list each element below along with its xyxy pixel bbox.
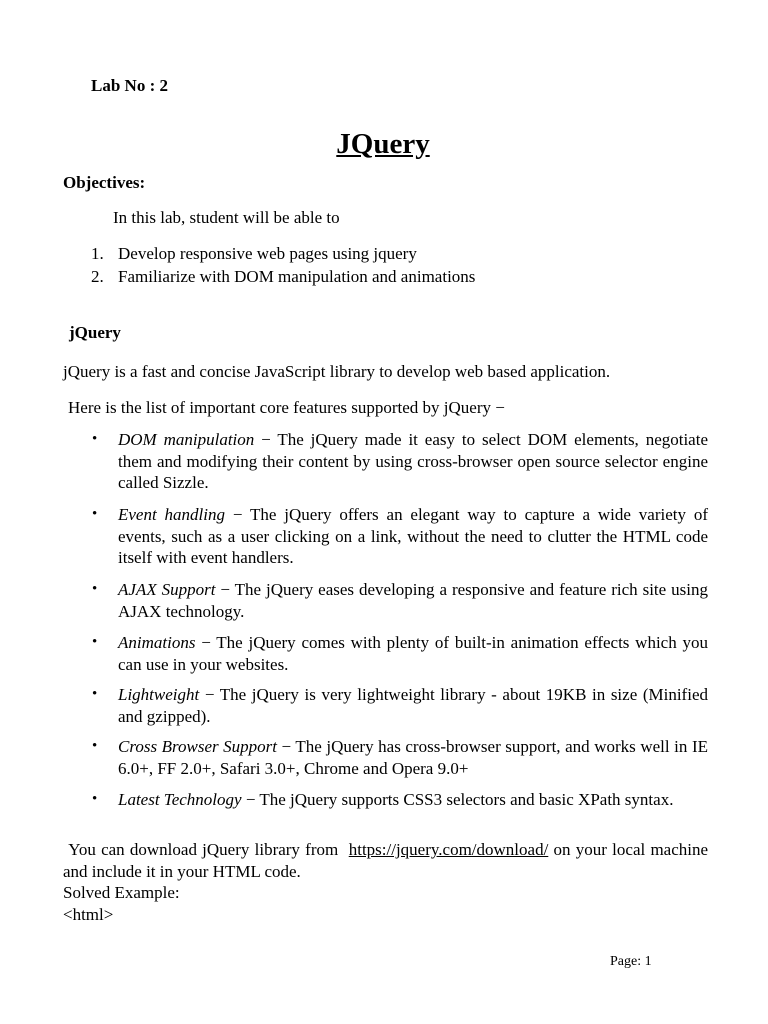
feature-text: − The jQuery is very lightweight library - about 19KB in size (Minified and gzipped). bbox=[118, 685, 708, 726]
feature-text: − The jQuery supports CSS3 selectors and basic XPath syntax. bbox=[241, 790, 674, 809]
feature-name: Latest Technology bbox=[118, 790, 242, 809]
objectives-heading: Objectives: bbox=[63, 173, 146, 192]
objective-number: 2. bbox=[91, 267, 104, 286]
feature-text: − The jQuery made it easy to select DOM elements, negotiate them and modifying their content by using cross-browser open source selector engine called Sizzle. bbox=[118, 430, 709, 492]
page-number: Page: 1 bbox=[610, 954, 652, 969]
objective-number: 1. bbox=[91, 244, 104, 263]
feature-item bbox=[118, 789, 708, 811]
bullet-icon: • bbox=[92, 506, 98, 522]
feature-item bbox=[118, 579, 708, 622]
feature-name: Cross Browser Support bbox=[118, 737, 277, 756]
document-title: JQuery bbox=[336, 128, 430, 160]
download-paragraph bbox=[63, 839, 708, 882]
bullet-icon: • bbox=[92, 791, 98, 807]
download-text-after: on your local machine and include it in your HTML code. bbox=[63, 840, 709, 881]
feature-item bbox=[118, 504, 708, 569]
code-html-tag: <html> bbox=[63, 905, 114, 924]
feature-text: − The jQuery offers an elegant way to capture a wide variety of events, such as a user clicking on a link, without the need to clutter the HTML code itself with event handlers. bbox=[118, 505, 708, 567]
bullet-icon: • bbox=[92, 581, 98, 597]
feature-text: − The jQuery eases developing a responsive and feature rich site using AJAX technology. bbox=[118, 580, 708, 621]
bullet-icon: • bbox=[92, 431, 98, 447]
jquery-download-link[interactable]: https://jquery.com/download/ bbox=[348, 840, 549, 859]
download-text-before: You can download jQuery library from bbox=[68, 840, 344, 859]
bullet-icon: • bbox=[92, 738, 98, 754]
feature-text: − The jQuery has cross-browser support, and works well in IE 6.0+, FF 2.0+, Safari 3.0+, Chrome and Opera 9.0+ bbox=[118, 737, 708, 778]
feature-name: Lightweight bbox=[118, 685, 200, 704]
feature-item bbox=[118, 684, 708, 727]
feature-name: Event handling bbox=[118, 505, 225, 524]
feature-name: DOM manipulation bbox=[118, 430, 255, 449]
bullet-icon: • bbox=[92, 686, 98, 702]
objective-text: Develop responsive web pages using jquery bbox=[118, 244, 417, 263]
feature-name: Animations bbox=[118, 633, 196, 652]
section-heading-jquery: jQuery bbox=[69, 323, 121, 342]
feature-item bbox=[118, 632, 708, 675]
jquery-description: jQuery is a fast and concise JavaScript library to develop web based application. bbox=[63, 362, 611, 381]
solved-example-label: Solved Example: bbox=[63, 883, 180, 902]
objective-item bbox=[91, 243, 711, 265]
feature-name: AJAX Support bbox=[118, 580, 216, 599]
objective-text: Familiarize with DOM manipulation and animations bbox=[118, 267, 476, 286]
feature-item bbox=[118, 429, 708, 494]
objectives-intro: In this lab, student will be able to bbox=[113, 208, 340, 227]
feature-text: − The jQuery comes with plenty of built-in animation effects which you can use in your websites. bbox=[118, 633, 708, 674]
feature-item bbox=[118, 736, 708, 779]
bullet-icon: • bbox=[92, 634, 98, 650]
objective-item bbox=[91, 266, 711, 288]
lab-number: Lab No : 2 bbox=[91, 76, 168, 95]
features-intro: Here is the list of important core features supported by jQuery − bbox=[68, 398, 505, 417]
